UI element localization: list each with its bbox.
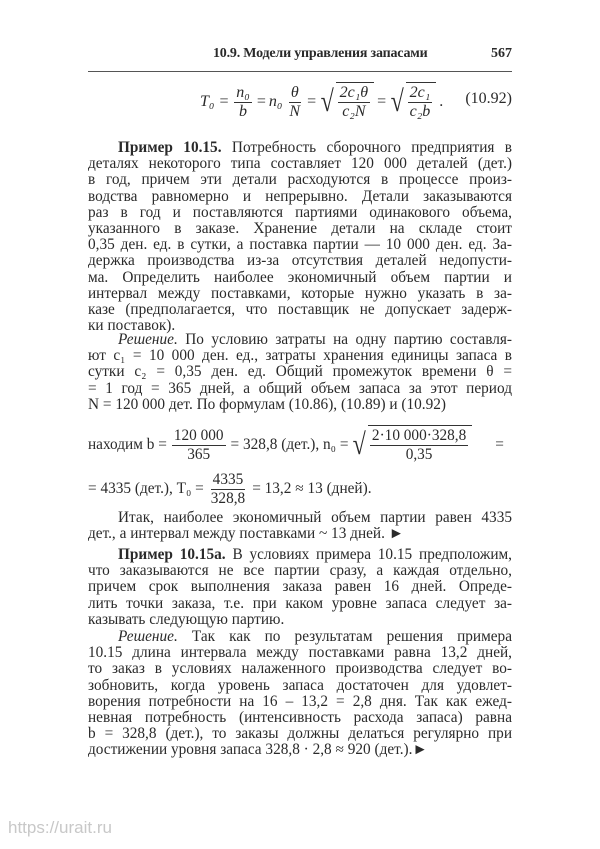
text-line: [88, 253, 512, 269]
numerator: 4335: [212, 470, 244, 488]
text-line: [88, 140, 512, 156]
line-text: что заказываются не все партии сразу, а каждая отдельно,: [88, 562, 512, 580]
text-line: [88, 270, 512, 286]
line-text: Так как по результатам решения примера: [177, 628, 512, 645]
line-text: ворения потребности на 16 – 13,2 = 2,8 дня. Так как ежед-: [88, 692, 512, 710]
line-text: N = 120 000 дет. По формулам (10.86), (10.89) и (10.92): [88, 395, 446, 413]
equals: =: [377, 93, 387, 110]
radical-sign-icon: √: [320, 85, 334, 118]
line-text: казывать следующую партию.: [88, 610, 285, 628]
fraction: [338, 84, 371, 121]
text-line: [88, 221, 512, 237]
text-line: [88, 742, 512, 758]
text-line: [88, 694, 512, 710]
equals: =: [256, 93, 266, 110]
text-line: [88, 364, 512, 380]
line-text: 0,35 ден. ед. в сутки, а поставка партии — 10 000 ден. ед. За-: [88, 236, 512, 254]
period: .: [439, 93, 444, 110]
line-text: ма. Определить наиболее экономичный объем партии и: [88, 268, 512, 286]
text-line: [88, 612, 512, 628]
line-text: дет., а интервал между поставками ~ 13 дней. ►: [88, 525, 404, 543]
line-text: По условию затраты на одну партию составля-: [177, 331, 512, 348]
text-line: [88, 726, 512, 742]
equation-number: (10.92): [465, 90, 512, 107]
text-line: [88, 348, 512, 364]
fraction: [234, 84, 252, 121]
square-root: [351, 425, 472, 465]
text-line: [88, 172, 512, 188]
solution-10-15a: [88, 629, 512, 759]
text-line: [88, 156, 512, 172]
text-line: [88, 286, 512, 302]
line-text: достижении уровня запаса 328,8 · 2,8 ≈ 920 (дет.).►: [88, 741, 428, 759]
text-line: [88, 629, 512, 645]
text-line: [88, 381, 512, 397]
conclusion: [88, 510, 512, 542]
line-text: невная потребность (интенсивность расхода запаса) равна: [88, 709, 512, 727]
calculation-t0: [88, 470, 512, 508]
text-line: [88, 710, 512, 726]
square-root: [319, 82, 374, 122]
fraction: [370, 427, 468, 464]
watermark-url: https://urait.ru: [8, 818, 112, 837]
section-title: 10.9. Модели управления запасами: [213, 46, 428, 61]
line-text: = 1 год = 365 дней, а общий объем запаса за этот период: [88, 379, 512, 397]
paragraph-label: Решение.: [118, 628, 178, 645]
line-text: держка производства из-за отсутствия деталей недопусти-: [88, 252, 512, 270]
numerator: 2c₁: [409, 84, 431, 101]
eq-lhs: T₀ =: [200, 93, 230, 110]
calc-prefix: = 4335 (дет.), T₀ =: [88, 480, 204, 497]
line-text: b = 328,8 (дет.), то заказы должны делаться регулярно при: [88, 725, 512, 743]
line-text: интервал между поставками, которые нужно указать в за-: [88, 284, 512, 302]
denominator: 328,8: [210, 489, 246, 507]
denominator: N: [289, 102, 301, 120]
text-line: [88, 302, 512, 318]
text-line: [88, 189, 512, 205]
line-text: указанного в заказе. Хранение детали на складе стоит: [88, 220, 512, 238]
text-line: [88, 661, 512, 677]
paragraph-label: Пример 10.15а.: [118, 546, 226, 563]
line-text: лить точки заказа, т.е. при каком уровне запаса следует за-: [88, 594, 512, 612]
denominator: c₂b: [409, 103, 431, 120]
page-number: 567: [491, 46, 512, 61]
text-line: [88, 205, 512, 221]
fraction: [172, 427, 226, 464]
denominator: 0,35: [405, 446, 433, 463]
text-line: [88, 678, 512, 694]
line-text: раз в год и поставляются партиями одинакового объема,: [88, 203, 512, 221]
example-10-15: [88, 140, 512, 334]
text-line: [88, 332, 512, 348]
paragraph-label: Пример 10.15.: [118, 139, 222, 156]
text-line: [88, 397, 512, 413]
line-text: ют c₁ = 10 000 ден. ед., затраты хранения единицы запаса в: [88, 347, 512, 365]
calc-mid: = 328,8 (дет.), n₀ =: [230, 436, 349, 453]
paragraph-label: Решение.: [118, 331, 178, 348]
denominator: b: [239, 102, 248, 120]
radical-sign-icon: √: [353, 428, 367, 461]
equals: =: [307, 93, 317, 110]
fraction: [287, 84, 302, 121]
line-text: в год, причем эти детали расходуются в процессе произ-: [88, 171, 512, 189]
line-text: то заказ в условиях налаженного производства следует во-: [88, 660, 512, 678]
text-line: [88, 526, 512, 542]
header-rule: [88, 71, 512, 72]
text-line: [88, 510, 512, 526]
numerator: 2c₁θ: [339, 84, 369, 101]
equation-10-92: [200, 78, 443, 126]
square-root: [389, 82, 436, 122]
n0: n₀: [268, 93, 283, 110]
fraction: [209, 471, 247, 508]
text-line: [88, 563, 512, 579]
line-text: причем срок выполнения заказа равен 16 дней. Опреде-: [88, 578, 512, 596]
line-text: Итак, наиболее экономичный объем партии равен 4335: [118, 509, 512, 526]
numerator: 2·10 000·328,8: [371, 427, 467, 444]
line-text: ки поставок).: [88, 317, 176, 335]
denominator: c₂N: [342, 103, 366, 120]
calculation-b-n0: [88, 420, 512, 470]
example-10-15a: [88, 547, 512, 628]
numerator: θ: [290, 83, 299, 101]
line-text: деталях некоторого типа составляет 120 000 деталей (дет.): [88, 155, 512, 173]
calc-suffix: = 13,2 ≈ 13 (дней).: [252, 480, 372, 497]
line-text: 10.15 длина интервала между поставками равна 13,2 дней,: [88, 644, 512, 662]
numerator: n₀: [236, 83, 250, 101]
text-line: [88, 579, 512, 595]
fraction: [408, 84, 433, 121]
calc-suffix: =: [495, 436, 504, 453]
line-text: казе (предполагается, что поставщик не допускает задерж-: [88, 301, 512, 319]
denominator: 365: [187, 445, 211, 463]
line-text: В условиях примера 10.15 предположим,: [225, 546, 513, 563]
line-text: сутки c₂ = 0,35 ден. ед. Общий промежуток времени θ =: [88, 363, 512, 381]
running-header: [88, 46, 512, 66]
text-line: [88, 237, 512, 253]
solution-10-15: [88, 332, 512, 413]
line-text: Потребность сборочного предприятия в: [221, 139, 512, 156]
text-line: [88, 547, 512, 563]
text-line: [88, 596, 512, 612]
line-text: водства равномерно и непрерывно. Детали заказываются: [88, 187, 512, 205]
calc-prefix: находим b =: [88, 436, 167, 453]
text-line: [88, 645, 512, 661]
line-text: зобновить, когда уровень запаса достаточен для удовлет-: [88, 676, 512, 694]
radical-sign-icon: √: [390, 85, 404, 118]
numerator: 120 000: [173, 426, 224, 444]
